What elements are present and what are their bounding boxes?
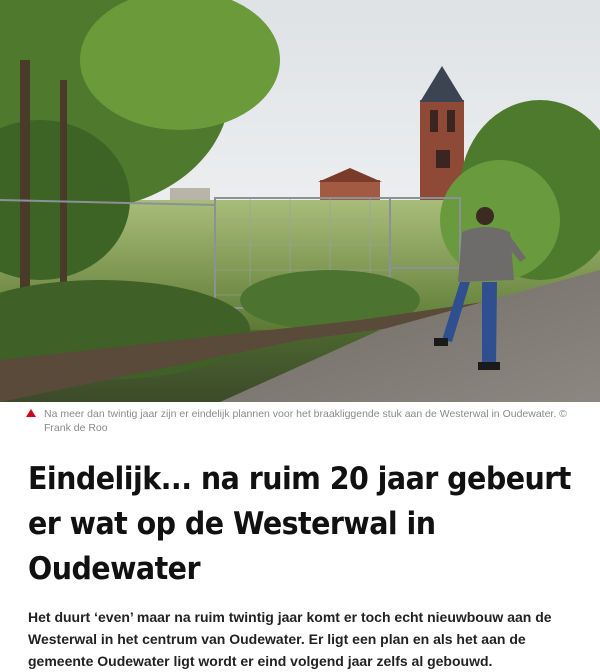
photo-caption-text: Na meer dan twintig jaar zijn er eindelijk plannen voor het braakliggende stuk aan de Westerwal in Oudewater. © Frank de Roo bbox=[44, 408, 567, 434]
article-headline: Eindelijk... na ruim 20 jaar gebeurt er wat op de Westerwal in Oudewater bbox=[28, 461, 571, 587]
photo-caption bbox=[0, 402, 600, 435]
red-triangle-icon bbox=[26, 409, 36, 417]
article-lead: Het duurt ‘even’ maar na ruim twintig jaar komt er toch echt nieuwbouw aan de Westerwal in het centrum van Oudewater. Er ligt een plan en als het aan de gemeente Oudewater ligt wordt er eind volgend jaar zelfs al gebouwd. bbox=[28, 609, 552, 669]
